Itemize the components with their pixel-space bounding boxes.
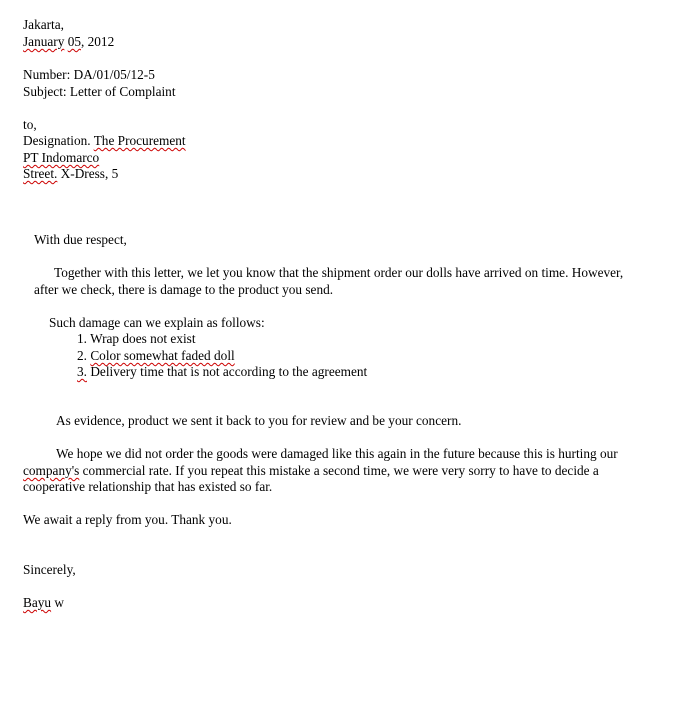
- street-value: X-Dress, 5: [60, 166, 119, 181]
- company-name: PT Indomarco: [23, 150, 100, 165]
- date-day: 05: [67, 34, 81, 49]
- designation-value: The Procurement: [93, 133, 186, 148]
- designation-line: [23, 133, 186, 149]
- list-item-text: Delivery time that is not according to the agreement: [90, 364, 368, 379]
- city-line: Jakarta,: [23, 17, 64, 32]
- company-line: [23, 150, 99, 166]
- damage-intro: Such damage can we explain as follows:: [49, 315, 265, 330]
- date-year: , 2012: [80, 34, 115, 49]
- to-line: to,: [23, 117, 37, 132]
- sincerely: Sincerely,: [23, 562, 76, 577]
- greeting: With due respect,: [34, 232, 127, 247]
- signature-first-name: Bayu: [23, 595, 52, 610]
- number-line: Number: DA/01/05/12-5: [23, 67, 155, 82]
- list-item-number: 3.: [77, 364, 87, 379]
- signature-name: [23, 595, 64, 611]
- para3-line1: We hope we did not order the goods were damaged like this again in the future because this is hurting our: [56, 446, 618, 461]
- para1-line2: after we check, there is damage to the product you send.: [34, 282, 334, 297]
- list-item-text: Color somewhat faded doll: [90, 348, 235, 363]
- list-item-number: 2.: [77, 348, 87, 363]
- list-item-number: 1.: [77, 331, 87, 346]
- para1-line1: Together with this letter, we let you know that the shipment order our dolls have arrived on time. However,: [54, 265, 624, 280]
- list-item: [77, 348, 235, 364]
- street-line: [23, 166, 118, 182]
- para3-line3: cooperative relationship that has existed so far.: [23, 479, 273, 494]
- list-item-text: Wrap does not exist: [90, 331, 196, 346]
- evidence-paragraph: As evidence, product we sent it back to you for review and be your concern.: [56, 413, 462, 428]
- street-label: Street.: [23, 166, 58, 181]
- date-month: January: [23, 34, 65, 49]
- await-reply: We await a reply from you. Thank you.: [23, 512, 232, 527]
- list-item: [77, 364, 367, 380]
- signature-last-initial: w: [54, 595, 65, 610]
- para3-line2: [23, 463, 599, 479]
- date-line: [23, 34, 114, 50]
- designation-label: Designation.: [23, 133, 91, 148]
- subject-line: Subject: Letter of Complaint: [23, 84, 176, 99]
- list-item: [77, 331, 196, 347]
- para3-company-word: company's: [23, 463, 80, 478]
- para3-line2-rest: commercial rate. If you repeat this mistake a second time, we were very sorry to have to decide a: [82, 463, 599, 478]
